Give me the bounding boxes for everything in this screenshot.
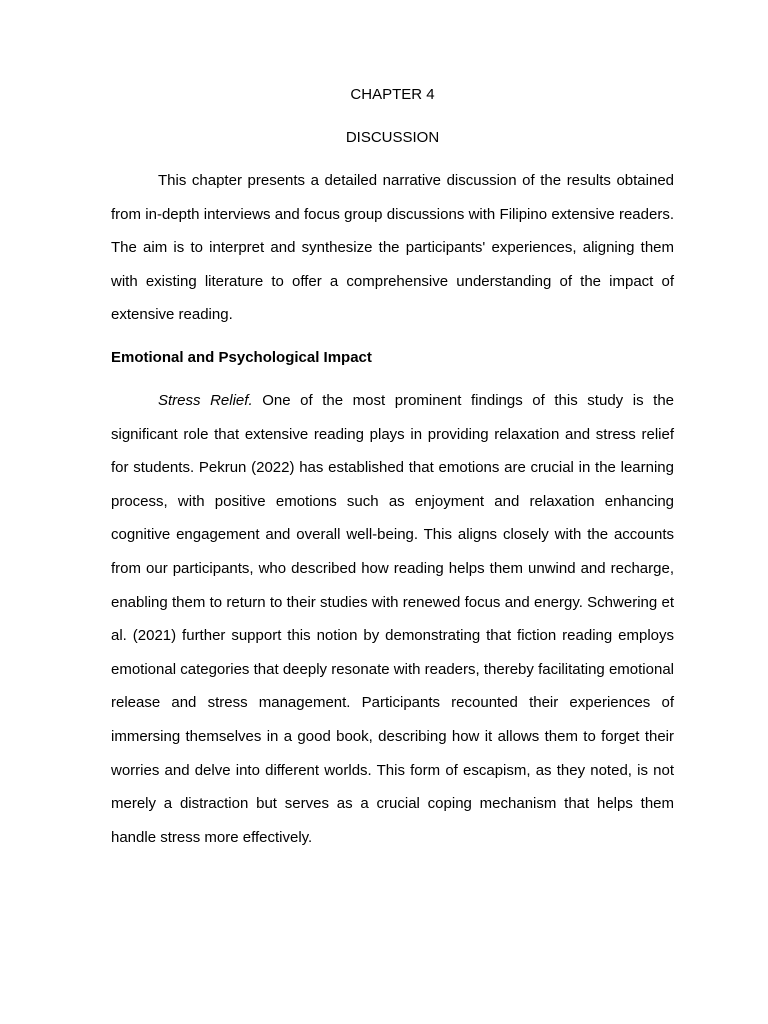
document-page	[111, 78, 674, 854]
stress-relief-paragraph	[111, 384, 674, 854]
intro-paragraph: This chapter presents a detailed narrative discussion of the results obtained from in-depth interviews and focus group discussions with Filipino extensive readers. The aim is to interpret and synthesize the participants' experiences, aligning them with existing literature to offer a comprehensive understanding of the impact of extensive reading.	[111, 172, 674, 324]
subsection-heading: Stress Relief.	[158, 391, 253, 409]
chapter-label: CHAPTER 4	[350, 86, 435, 103]
chapter-title: DISCUSSION	[345, 129, 440, 146]
subsection-paragraph-text: One of the most prominent findings of this study is the significant role that extensive reading plays in providing relaxation and stress relief for students. Pekrun (2022) has established that emotions are crucial in the learning process, with positive emotions such as enjoyment and relaxation enhancing cognitive engagement and overall well-being. This aligns closely with the accounts from our participants, who described how reading helps them unwind and recharge, enabling them to return to their studies with renewed focus and energy. Schwering et al. (2021) further support this notion by demonstrating that fiction reading employs emotional categories that deeply resonate with readers, thereby facilitating emotional release and stress management. Participants recounted their experiences of immersing themselves in a good book, describing how it allows them to forget their worries and delve into different worlds. This form of escapism, as they noted, is not merely a distraction but serves as a crucial coping mechanism that helps them handle stress more effectively.	[111, 391, 675, 846]
section-heading: Emotional and Psychological Impact	[111, 348, 372, 366]
